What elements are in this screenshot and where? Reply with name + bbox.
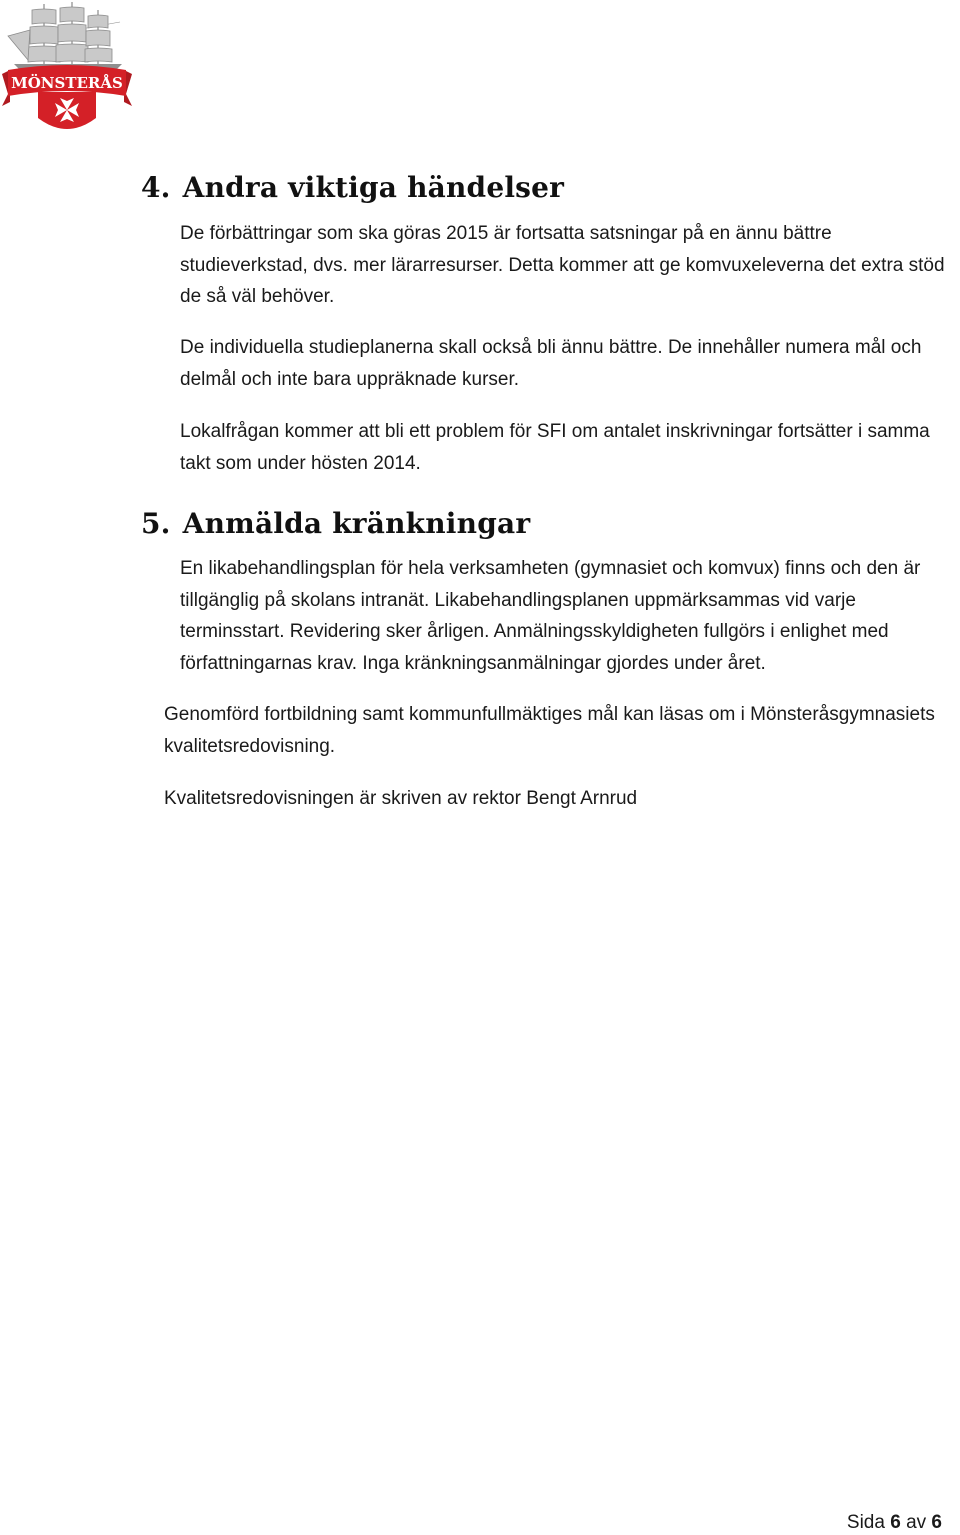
section-5-title: Anmälda kränkningar [182, 507, 531, 540]
page-number-separator: av [906, 1512, 927, 1533]
section-5-number: 5. [141, 507, 171, 540]
page-number-current: 6 [890, 1512, 901, 1533]
section-4-title: Andra viktiga händelser [182, 171, 565, 204]
monsteras-logo [0, 0, 134, 142]
section-4-paragraph-2: De individuella studieplanerna skall också bli ännu bättre. De innehåller numera mål och delmål och inte bara uppräknade kurser. [180, 337, 922, 390]
closing-paragraph-2: Kvalitetsredovisningen är skriven av rektor Bengt Arnrud [164, 788, 638, 809]
logo-text: MÖNSTERÅS [11, 74, 123, 92]
section-5-heading [141, 507, 530, 540]
page-number-prefix: Sida [846, 1512, 885, 1533]
section-5-paragraph-1: En likabehandlingsplan för hela verksamheten (gymnasiet och komvux) finns och den är tillgänglig på skolans intranät. Likabehandlingsplanen uppmärksammas vid varje terminsstart. Revidering sker årligen. Anmälningsskyldigheten fullgörs i enlighet med författningarnas krav. Inga kränkningsanmälningar gjordes under året. [180, 558, 921, 674]
section-4-paragraph-3: Lokalfrågan kommer att bli ett problem för SFI om antalet inskrivningar fortsätter i samma takt som under hösten 2014. [180, 421, 930, 474]
page-number-total: 6 [931, 1512, 942, 1533]
closing-paragraph-1: Genomförd fortbildning samt kommunfullmäktiges mål kan läsas om i Mönsteråsgymnasiets kvalitetsredovisning. [164, 704, 935, 757]
page-number [847, 1512, 942, 1534]
section-4-heading [141, 171, 564, 204]
section-4-number: 4. [141, 171, 171, 204]
section-4-paragraph-1: De förbättringar som ska göras 2015 är fortsatta satsningar på en ännu bättre studieverkstad, dvs. mer lärarresurser. Detta kommer att ge komvuxeleverna det extra stöd de så väl behöver. [180, 223, 945, 307]
